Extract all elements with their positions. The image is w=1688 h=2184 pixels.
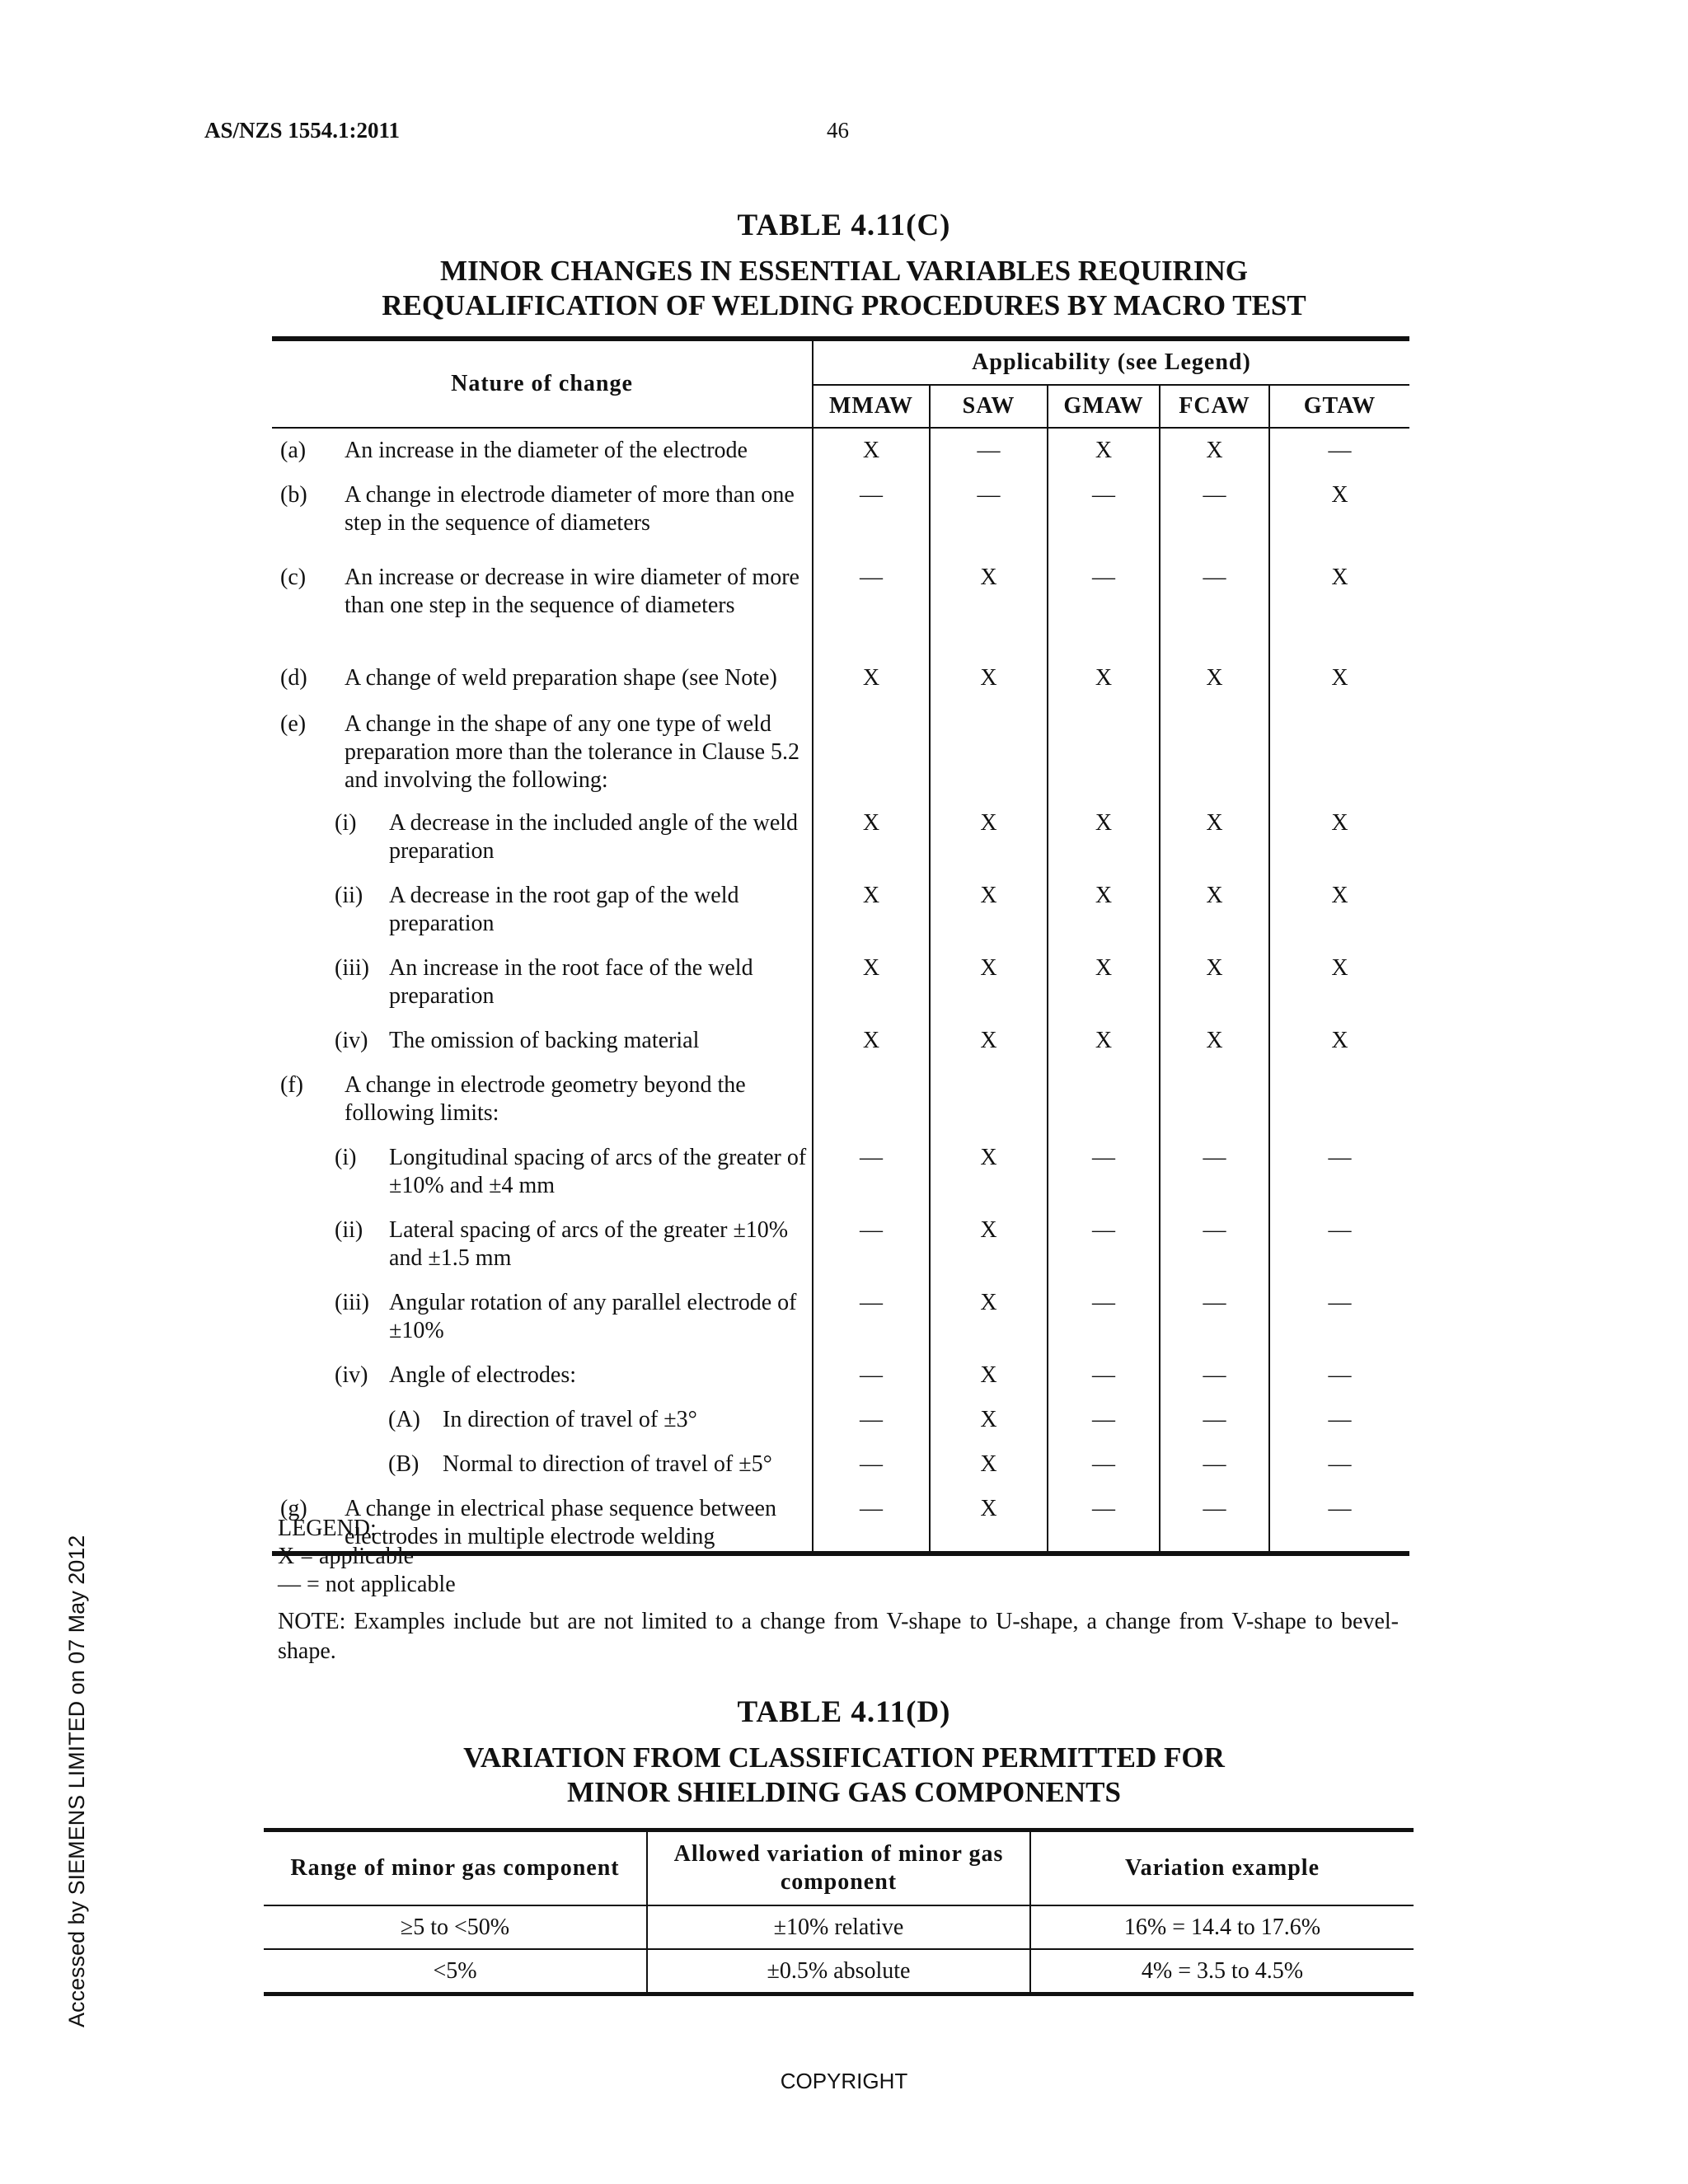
item-text: A change in electrode geometry beyond the following limits: <box>345 1072 746 1126</box>
table-row <box>272 1403 1409 1447</box>
col-saw-header: SAW <box>930 385 1048 428</box>
item-label: (A) <box>388 1407 420 1432</box>
saw-applicability-cell: X <box>930 1358 1048 1403</box>
item-text: A decrease in the included angle of the weld preparation <box>389 810 799 864</box>
gtaw-applicability-cell: — <box>1269 428 1409 478</box>
nature-of-change-cell <box>272 951 813 1024</box>
mmaw-applicability-cell: X <box>813 951 930 1024</box>
nature-of-change-cell <box>272 1068 813 1141</box>
col-fcaw-header: FCAW <box>1160 385 1269 428</box>
saw-applicability-cell <box>930 1068 1048 1141</box>
gmaw-applicability-cell: — <box>1048 478 1160 560</box>
saw-applicability-cell: X <box>930 560 1048 661</box>
fcaw-applicability-cell: X <box>1160 951 1269 1024</box>
table-c-subtitle-line1: MINOR CHANGES IN ESSENTIAL VARIABLES REQUIRING <box>440 255 1248 287</box>
fcaw-applicability-cell: — <box>1160 1403 1269 1447</box>
saw-applicability-cell: X <box>930 1024 1048 1068</box>
table-row <box>272 806 1409 879</box>
fcaw-applicability-cell: — <box>1160 1286 1269 1358</box>
gmaw-applicability-cell <box>1048 707 1160 806</box>
page-number: 46 <box>827 118 849 143</box>
item-label: (d) <box>280 665 307 691</box>
mmaw-applicability-cell: — <box>813 478 930 560</box>
nature-of-change-cell <box>272 1447 813 1492</box>
fcaw-applicability-cell: — <box>1160 1492 1269 1554</box>
gtaw-applicability-cell: — <box>1269 1358 1409 1403</box>
gmaw-applicability-cell: X <box>1048 661 1160 707</box>
nature-of-change-cell <box>272 707 813 806</box>
saw-applicability-cell <box>930 707 1048 806</box>
nature-of-change-cell <box>272 806 813 879</box>
col-variation-example-header: Variation example <box>1030 1830 1414 1906</box>
table-row <box>272 1024 1409 1068</box>
gmaw-applicability-cell: X <box>1048 428 1160 478</box>
fcaw-applicability-cell: — <box>1160 1447 1269 1492</box>
table-row <box>272 661 1409 707</box>
item-text: Longitudinal spacing of arcs of the greater of ±10% and ±4 mm <box>389 1145 807 1198</box>
gmaw-applicability-cell: — <box>1048 1286 1160 1358</box>
saw-applicability-cell: X <box>930 879 1048 951</box>
col-range-header: Range of minor gas component <box>264 1830 647 1906</box>
mmaw-applicability-cell: X <box>813 428 930 478</box>
table-row <box>272 951 1409 1024</box>
saw-applicability-cell: X <box>930 1286 1048 1358</box>
item-text: An increase in the root face of the weld preparation <box>389 955 753 1009</box>
fcaw-applicability-cell <box>1160 1068 1269 1141</box>
item-text: A decrease in the root gap of the weld preparation <box>389 883 739 936</box>
item-text: Angular rotation of any parallel electrode of ±10% <box>389 1290 797 1343</box>
table-c <box>272 336 1409 1556</box>
gmaw-applicability-cell: X <box>1048 1024 1160 1068</box>
item-label: (iii) <box>335 1290 369 1315</box>
nature-of-change-cell <box>272 1403 813 1447</box>
col-applicability-header: Applicability (see Legend) <box>813 339 1409 385</box>
fcaw-applicability-cell: X <box>1160 879 1269 951</box>
gmaw-applicability-cell: — <box>1048 1213 1160 1286</box>
fcaw-applicability-cell: — <box>1160 1213 1269 1286</box>
range-cell: <5% <box>433 1957 477 1984</box>
col-gmaw-header: GMAW <box>1048 385 1160 428</box>
table-d-subtitle-line2: MINOR SHIELDING GAS COMPONENTS <box>567 1776 1121 1808</box>
item-label: (c) <box>280 565 307 590</box>
table-row <box>272 1286 1409 1358</box>
item-label: (ii) <box>335 1217 363 1243</box>
gmaw-applicability-cell: X <box>1048 806 1160 879</box>
nature-of-change-cell <box>272 1141 813 1213</box>
item-label: (iii) <box>335 955 369 981</box>
allowed-variation-cell: ±10% relative <box>647 1905 1030 1949</box>
gtaw-applicability-cell: — <box>1269 1403 1409 1447</box>
gtaw-applicability-cell <box>1269 1068 1409 1141</box>
item-text: In direction of travel of ±3° <box>443 1407 697 1432</box>
gmaw-applicability-cell: — <box>1048 1447 1160 1492</box>
item-text: An increase in the diameter of the electrode <box>345 438 748 463</box>
fcaw-applicability-cell: X <box>1160 661 1269 707</box>
gtaw-applicability-cell: — <box>1269 1492 1409 1554</box>
gtaw-applicability-cell: X <box>1269 951 1409 1024</box>
table-row <box>272 879 1409 951</box>
item-text: A change in the shape of any one type of weld preparation more than the tolerance in Clause 5.2 and involving the following: <box>345 711 800 793</box>
nature-of-change-cell <box>272 478 813 560</box>
nature-of-change-cell <box>272 1213 813 1286</box>
mmaw-applicability-cell: — <box>813 1358 930 1403</box>
allowed-variation-cell: ±0.5% absolute <box>647 1949 1030 1994</box>
fcaw-applicability-cell: X <box>1160 1024 1269 1068</box>
nature-of-change-cell <box>272 560 813 661</box>
mmaw-applicability-cell <box>813 707 930 806</box>
item-label: (ii) <box>335 883 363 908</box>
legend <box>278 1515 456 1599</box>
fcaw-applicability-cell: — <box>1160 1141 1269 1213</box>
mmaw-applicability-cell: — <box>813 1403 930 1447</box>
copyright-footer: COPYRIGHT <box>780 2069 908 2093</box>
table-d-subtitle <box>0 1741 1688 1810</box>
mmaw-applicability-cell: — <box>813 1141 930 1213</box>
mmaw-applicability-cell: X <box>813 1024 930 1068</box>
item-label: (g) <box>280 1496 307 1521</box>
saw-applicability-cell: X <box>930 1447 1048 1492</box>
item-label: (b) <box>280 482 307 508</box>
gtaw-applicability-cell: X <box>1269 478 1409 560</box>
table-row <box>272 478 1409 560</box>
item-text: A change in electrical phase sequence between electrodes in multiple electrode welding <box>345 1496 776 1549</box>
legend-applicable: X = applicable <box>278 1544 415 1569</box>
gmaw-applicability-cell: — <box>1048 560 1160 661</box>
item-label: (B) <box>388 1451 420 1477</box>
table-row <box>272 1358 1409 1403</box>
table-c-subtitle <box>0 254 1688 323</box>
legend-not-applicable: — = not applicable <box>278 1572 456 1597</box>
item-text: Angle of electrodes: <box>389 1362 577 1388</box>
item-text: An increase or decrease in wire diameter of more than one step in the sequence of diameters <box>345 565 799 618</box>
table-row <box>272 1213 1409 1286</box>
nature-of-change-cell <box>272 661 813 707</box>
table-row <box>272 707 1409 806</box>
saw-applicability-cell: X <box>930 806 1048 879</box>
table-row <box>264 1949 1414 1994</box>
gmaw-applicability-cell: X <box>1048 879 1160 951</box>
saw-applicability-cell: — <box>930 478 1048 560</box>
mmaw-applicability-cell: — <box>813 1286 930 1358</box>
range-cell: ≥5 to <50% <box>264 1905 647 1949</box>
col-allowed-variation-header: Allowed variation of minor gas component <box>647 1830 1030 1906</box>
table-d <box>264 1828 1414 1996</box>
table-row <box>272 1068 1409 1141</box>
nature-of-change-cell <box>272 879 813 951</box>
item-text: The omission of backing material <box>389 1028 700 1053</box>
fcaw-applicability-cell: X <box>1160 428 1269 478</box>
mmaw-applicability-cell: — <box>813 1492 930 1554</box>
gmaw-applicability-cell: — <box>1048 1141 1160 1213</box>
item-label: (iv) <box>335 1028 368 1053</box>
col-gtaw-header: GTAW <box>1269 385 1409 428</box>
gmaw-applicability-cell: — <box>1048 1358 1160 1403</box>
standard-number: AS/NZS 1554.1:2011 <box>204 118 401 143</box>
fcaw-applicability-cell: — <box>1160 478 1269 560</box>
gtaw-applicability-cell: — <box>1269 1447 1409 1492</box>
nature-of-change-cell <box>272 1024 813 1068</box>
table-row <box>272 428 1409 478</box>
fcaw-applicability-cell: — <box>1160 1358 1269 1403</box>
variation-example-cell: 4% = 3.5 to 4.5% <box>1030 1949 1414 1994</box>
legend-title: LEGEND: <box>278 1516 377 1541</box>
mmaw-applicability-cell: X <box>813 661 930 707</box>
saw-applicability-cell: X <box>930 661 1048 707</box>
saw-applicability-cell: — <box>930 428 1048 478</box>
item-text: Normal to direction of travel of ±5° <box>443 1451 772 1477</box>
fcaw-applicability-cell: — <box>1160 560 1269 661</box>
mmaw-applicability-cell: X <box>813 806 930 879</box>
table-row <box>264 1905 1414 1949</box>
access-watermark: Accessed by SIEMENS LIMITED on 07 May 2012 <box>64 1535 89 2027</box>
gtaw-applicability-cell: X <box>1269 560 1409 661</box>
table-c-title: TABLE 4.11(C) <box>737 209 951 242</box>
gtaw-applicability-cell: — <box>1269 1286 1409 1358</box>
nature-of-change-cell <box>272 1286 813 1358</box>
gmaw-applicability-cell: — <box>1048 1403 1160 1447</box>
item-label: (i) <box>335 810 357 836</box>
gtaw-applicability-cell: X <box>1269 1024 1409 1068</box>
item-label: (a) <box>280 438 307 463</box>
saw-applicability-cell: X <box>930 1403 1048 1447</box>
gmaw-applicability-cell: X <box>1048 951 1160 1024</box>
fcaw-applicability-cell: X <box>1160 806 1269 879</box>
item-text: A change in electrode diameter of more than one step in the sequence of diameters <box>345 482 795 536</box>
item-label: (e) <box>280 711 307 737</box>
gtaw-applicability-cell: — <box>1269 1141 1409 1213</box>
gtaw-applicability-cell: — <box>1269 1213 1409 1286</box>
item-label: (f) <box>280 1072 303 1098</box>
gmaw-applicability-cell <box>1048 1068 1160 1141</box>
gtaw-applicability-cell: X <box>1269 661 1409 707</box>
item-label: (iv) <box>335 1362 368 1388</box>
saw-applicability-cell: X <box>930 1213 1048 1286</box>
item-text: Lateral spacing of arcs of the greater ±10% and ±1.5 mm <box>389 1217 789 1271</box>
saw-applicability-cell: X <box>930 1141 1048 1213</box>
gtaw-applicability-cell <box>1269 707 1409 806</box>
gmaw-applicability-cell: — <box>1048 1492 1160 1554</box>
col-mmaw-header: MMAW <box>813 385 930 428</box>
mmaw-applicability-cell: — <box>813 1447 930 1492</box>
table-d-subtitle-line1: VARIATION FROM CLASSIFICATION PERMITTED FOR <box>463 1741 1225 1774</box>
table-row <box>272 560 1409 661</box>
item-label: (i) <box>335 1145 357 1170</box>
saw-applicability-cell: X <box>930 951 1048 1024</box>
gtaw-applicability-cell: X <box>1269 806 1409 879</box>
mmaw-applicability-cell: — <box>813 560 930 661</box>
mmaw-applicability-cell: X <box>813 879 930 951</box>
variation-example-cell: 16% = 14.4 to 17.6% <box>1030 1905 1414 1949</box>
table-row <box>272 1447 1409 1492</box>
mmaw-applicability-cell <box>813 1068 930 1141</box>
gtaw-applicability-cell: X <box>1269 879 1409 951</box>
col-nature-header: Nature of change <box>272 339 813 428</box>
saw-applicability-cell: X <box>930 1492 1048 1554</box>
fcaw-applicability-cell <box>1160 707 1269 806</box>
nature-of-change-cell <box>272 428 813 478</box>
item-text: A change of weld preparation shape (see Note) <box>345 665 777 691</box>
table-c-note: NOTE: Examples include but are not limited to a change from V-shape to U-shape, a change from V-shape to bevel-shape. <box>278 1609 1399 1664</box>
table-d-title: TABLE 4.11(D) <box>737 1695 951 1729</box>
table-row <box>272 1141 1409 1213</box>
table-c-subtitle-line2: REQUALIFICATION OF WELDING PROCEDURES BY MACRO TEST <box>382 289 1306 321</box>
mmaw-applicability-cell: — <box>813 1213 930 1286</box>
nature-of-change-cell <box>272 1358 813 1403</box>
